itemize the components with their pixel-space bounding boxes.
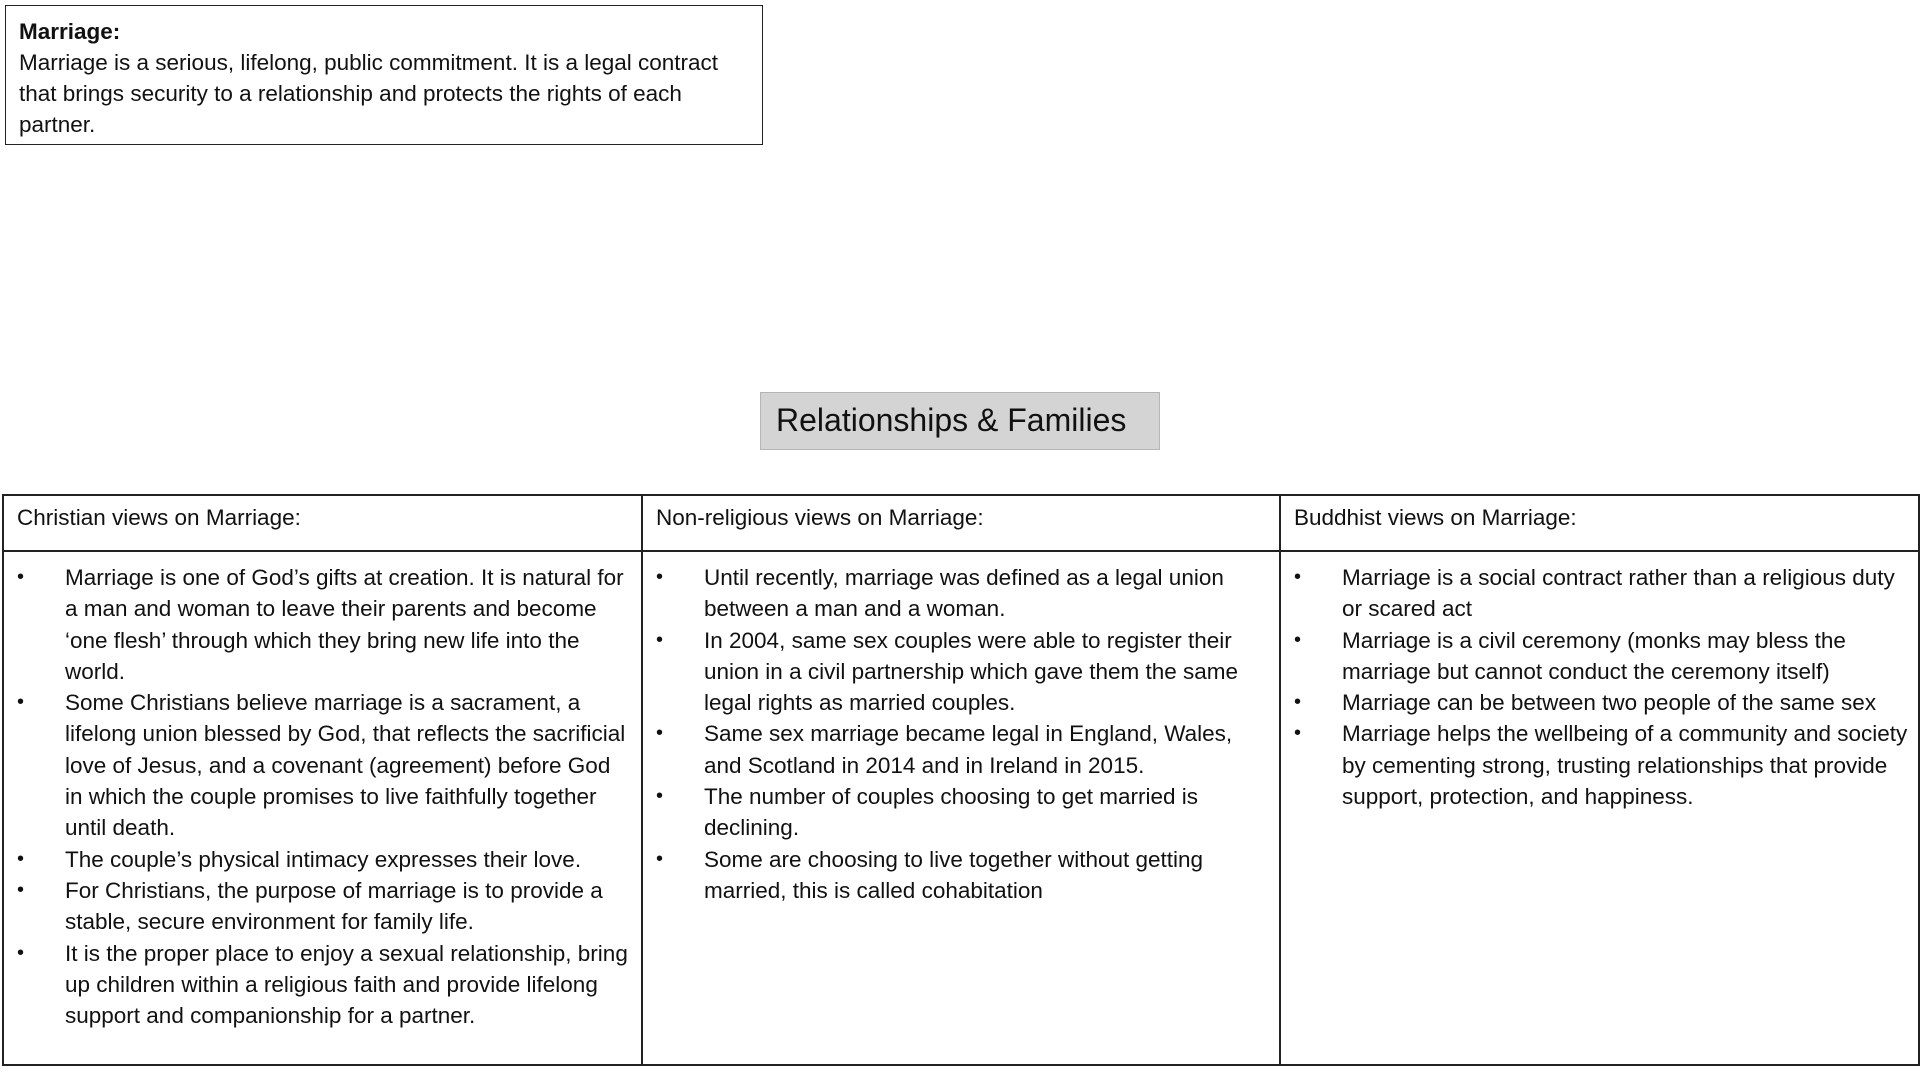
list-item <box>1294 625 1908 688</box>
bullet: • <box>656 566 664 588</box>
list-item-text: Marriage is one of God’s gifts at creation. It is natural for a man and woman to leave their parents and become ‘one flesh’ through which they bring new life into the world. <box>65 565 624 684</box>
list-item-text: Marriage can be between two people of the same sex <box>1342 690 1877 716</box>
bullet: • <box>17 941 25 964</box>
list-item-text: Some Christians believe marriage is a sacrament, a lifelong union blessed by God, that reflects the sacrificial love of Jesus, and a covenant (agreement) before God in which the couple promises to live faithfully together until death. <box>65 690 626 841</box>
list-item <box>17 687 631 843</box>
bullet: • <box>656 785 664 808</box>
bullet: • <box>17 566 25 588</box>
buddhist-views-list <box>1294 562 1908 812</box>
non-religious-views-list <box>656 562 1269 906</box>
bullet: • <box>656 628 664 651</box>
list-item-text: The number of couples choosing to get married is declining. <box>704 784 1199 841</box>
buddhist-views-cell <box>1280 551 1919 1065</box>
non-religious-views-header: Non-religious views on Marriage: <box>642 495 1280 551</box>
list-item <box>17 562 631 687</box>
list-item <box>656 625 1269 719</box>
list-item-text: Some are choosing to live together without getting married, this is called cohabitation <box>704 846 1204 903</box>
buddhist-views-header: Buddhist views on Marriage: <box>1280 495 1919 551</box>
list-item <box>17 844 631 875</box>
christian-views-cell <box>3 551 642 1065</box>
definition-title: Marriage: <box>19 19 121 44</box>
bullet: • <box>1294 566 1302 588</box>
list-item-text: It is the proper place to enjoy a sexual relationship, bring up children within a religious faith and provide lifelong support and companionship for a partner. <box>65 940 628 1029</box>
bullet: • <box>656 722 664 745</box>
christian-views-list <box>17 562 631 1031</box>
views-table <box>2 494 1920 1066</box>
list-item <box>1294 718 1908 812</box>
non-religious-views-cell <box>642 551 1280 1065</box>
bullet: • <box>17 878 25 901</box>
list-item-text: Until recently, marriage was defined as a legal union between a man and a woman. <box>704 565 1224 622</box>
page-title: Relationships & Families <box>760 392 1160 450</box>
list-item <box>1294 687 1908 718</box>
bullet: • <box>656 847 664 870</box>
list-item <box>17 938 631 1032</box>
list-item <box>656 562 1269 625</box>
list-item-text: In 2004, same sex couples were able to register their union in a civil partnership which gave them the same legal rights as married couples. <box>704 627 1239 716</box>
list-item <box>656 844 1269 907</box>
list-item <box>656 718 1269 781</box>
list-item <box>656 781 1269 844</box>
list-item <box>17 875 631 938</box>
list-item-text: Marriage is a civil ceremony (monks may bless the marriage but cannot conduct the ceremony itself) <box>1342 627 1846 684</box>
marriage-definition-box <box>5 5 763 145</box>
bullet: • <box>17 691 25 714</box>
bullet: • <box>17 847 25 870</box>
definition-text: Marriage is a serious, lifelong, public commitment. It is a legal contract that brings security to a relationship and protects the rights of each partner. <box>19 50 719 137</box>
list-item-text: Marriage helps the wellbeing of a community and society by cementing strong, trusting relationships that provide support, protection, and happiness. <box>1342 721 1908 810</box>
list-item-text: Same sex marriage became legal in England, Wales, and Scotland in 2014 and in Ireland in 2015. <box>704 721 1233 778</box>
list-item-text: The couple’s physical intimacy expresses their love. <box>65 846 582 872</box>
christian-views-header: Christian views on Marriage: <box>3 495 642 551</box>
bullet: • <box>1294 722 1302 745</box>
table-body-row <box>3 551 1919 1065</box>
list-item-text: Marriage is a social contract rather than a religious duty or scared act <box>1342 565 1895 622</box>
list-item <box>1294 562 1908 625</box>
bullet: • <box>1294 691 1302 714</box>
list-item-text: For Christians, the purpose of marriage is to provide a stable, secure environment for family life. <box>65 877 603 935</box>
table-header-row <box>3 495 1919 551</box>
bullet: • <box>1294 628 1302 651</box>
